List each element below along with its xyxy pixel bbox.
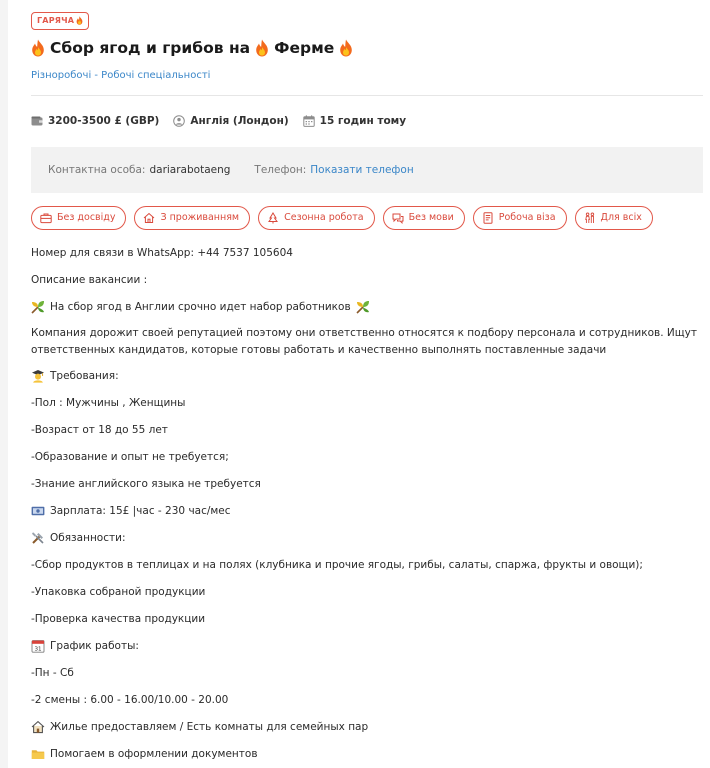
tag-no-experience[interactable] xyxy=(31,206,126,230)
contact-person-label: Контактна особа: xyxy=(48,163,146,176)
document-icon xyxy=(482,212,494,224)
job-description xyxy=(31,246,703,761)
tag-label: Для всіх xyxy=(600,212,642,223)
company-paragraph: Компания дорожит своей репутацией поэтому они ответственно относятся к подбору персонала и сотрудников. Ищут ответственных кандидатов, которые готовы работать и качественно выполнять поставленные задачи xyxy=(31,326,697,356)
leaf-icon xyxy=(356,300,370,314)
tag-label: Без досвіду xyxy=(57,212,116,223)
divider xyxy=(31,95,703,96)
flame-icon xyxy=(31,39,45,57)
documents-text: Помогаем в оформлении документов xyxy=(50,747,258,760)
requirement-english: -Знание английского языка не требуется xyxy=(31,477,261,490)
schedule-shifts: -2 смены : 6.00 - 16.00/10.00 - 20.00 xyxy=(31,693,229,706)
left-gutter xyxy=(0,0,8,768)
folder-icon xyxy=(31,747,45,761)
intro-text: На сбор ягод в Англии срочно идет набор работников xyxy=(50,300,351,313)
flame-icon xyxy=(339,39,353,57)
house-icon xyxy=(143,212,155,224)
description-heading: Описание вакансии : xyxy=(31,273,148,286)
duties-title: Обязанности: xyxy=(50,531,126,544)
requirements-title-line xyxy=(31,369,703,383)
location-value: Англія (Лондон) xyxy=(190,114,289,127)
housing-text: Жилье предоставляем / Есть комнаты для семейных пар xyxy=(50,720,369,733)
tag-seasonal-work[interactable] xyxy=(258,206,374,230)
job-content xyxy=(31,8,703,768)
people-icon xyxy=(584,212,596,224)
job-tags xyxy=(31,206,703,230)
student-icon xyxy=(31,369,45,383)
schedule-title-line xyxy=(31,639,703,653)
job-title-suffix: Ферме xyxy=(274,38,335,57)
banknote-icon xyxy=(31,504,45,518)
duty-item: -Упаковка собраной продукции xyxy=(31,585,206,598)
flame-icon xyxy=(255,39,269,57)
flame-icon xyxy=(76,16,83,25)
salary-value: 3200-3500 £ (GBP) xyxy=(48,114,160,127)
posted-meta xyxy=(303,115,406,127)
hot-badge-label: ГАРЯЧА xyxy=(37,16,75,25)
job-category-link[interactable]: Різноробочі - Робочі спеціальності xyxy=(31,69,211,81)
tag-label: Без мови xyxy=(408,212,454,223)
hot-badge xyxy=(31,12,89,30)
intro-line xyxy=(31,300,703,314)
tag-for-everyone[interactable] xyxy=(575,206,653,230)
job-title-row xyxy=(31,37,703,59)
salary-line xyxy=(31,504,703,518)
leaf-icon xyxy=(31,300,45,314)
tag-no-language[interactable] xyxy=(383,206,465,230)
tag-work-visa[interactable] xyxy=(473,206,567,230)
calendar-icon xyxy=(303,115,315,127)
job-title: Сбор ягод и грибов на xyxy=(50,38,251,57)
briefcase-icon xyxy=(40,212,52,224)
requirement-education: -Образование и опыт не требуется; xyxy=(31,450,229,463)
duty-item: -Проверка качества продукции xyxy=(31,612,206,625)
posted-value: 15 годин тому xyxy=(319,114,407,127)
house-icon xyxy=(31,720,45,734)
requirements-title: Требования: xyxy=(50,369,119,382)
phone-label: Телефон: xyxy=(254,163,307,176)
tag-label: Сезонна робота xyxy=(284,212,364,223)
calendar-icon xyxy=(31,639,45,653)
documents-line xyxy=(31,747,703,761)
duties-title-line xyxy=(31,531,703,545)
svg-text:31: 31 xyxy=(34,645,42,652)
schedule-days: -Пн - Сб xyxy=(31,666,74,679)
job-meta xyxy=(31,112,703,130)
wallet-icon xyxy=(31,115,43,127)
tag-with-accommodation[interactable] xyxy=(134,206,250,230)
speech-bubble-icon xyxy=(392,212,404,224)
whatsapp-line: Номер для связи в WhatsApp: +44 7537 105604 xyxy=(31,246,293,259)
tools-icon xyxy=(31,531,45,545)
show-phone-link[interactable]: Показати телефон xyxy=(310,163,414,176)
location-meta xyxy=(173,115,288,127)
tag-label: Робоча віза xyxy=(498,212,556,223)
salary-text: Зарплата: 15£ |час - 230 час/мес xyxy=(50,504,231,517)
tag-label: З проживанням xyxy=(160,212,240,223)
duty-item: -Сбор продуктов в теплицах и на полях (клубника и прочие ягоды, грибы, салаты, спаржа, фрукты и овощи); xyxy=(31,558,643,571)
requirement-gender: -Пол : Мужчины , Женщины xyxy=(31,396,186,409)
globe-person-icon xyxy=(173,115,185,127)
salary-meta xyxy=(31,115,159,127)
schedule-title: График работы: xyxy=(50,639,139,652)
contact-person-value: dariarabotaeng xyxy=(149,163,231,176)
contact-box xyxy=(31,147,703,193)
tree-icon xyxy=(267,212,279,224)
housing-line xyxy=(31,720,703,734)
requirement-age: -Возраст от 18 до 55 лет xyxy=(31,423,168,436)
